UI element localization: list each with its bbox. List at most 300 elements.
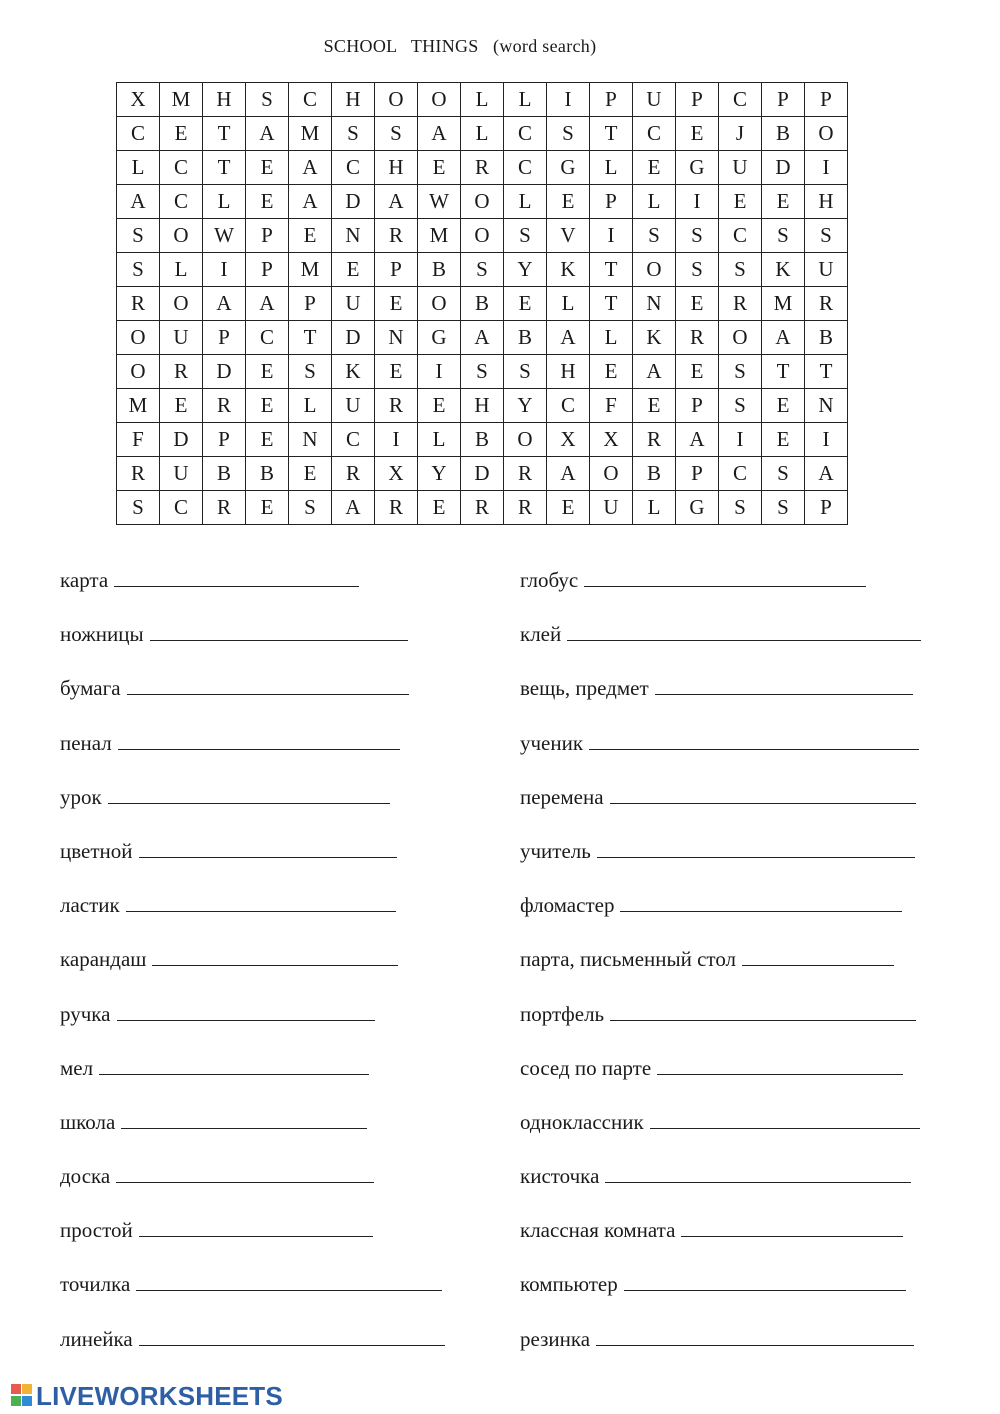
grid-cell[interactable]: D <box>762 151 805 185</box>
left-vocab-row <box>60 1215 445 1269</box>
grid-cell[interactable]: S <box>117 219 160 253</box>
grid-cell[interactable]: C <box>246 321 289 355</box>
answer-blank[interactable] <box>114 566 359 587</box>
grid-cell[interactable]: S <box>719 355 762 389</box>
grid-cell[interactable]: O <box>805 117 848 151</box>
russian-word: ножницы <box>60 622 144 647</box>
grid-cell[interactable]: Y <box>504 253 547 287</box>
grid-cell[interactable]: R <box>160 355 203 389</box>
grid-row <box>117 287 848 321</box>
grid-cell[interactable]: E <box>289 457 332 491</box>
grid-cell[interactable]: E <box>762 185 805 219</box>
left-vocab-row <box>60 1053 445 1107</box>
grid-row <box>117 457 848 491</box>
answer-blank[interactable] <box>657 1054 903 1075</box>
grid-row <box>117 151 848 185</box>
grid-cell[interactable]: R <box>676 321 719 355</box>
grid-cell[interactable]: E <box>418 389 461 423</box>
answer-blank[interactable] <box>152 945 398 966</box>
russian-word: сосед по парте <box>520 1055 652 1080</box>
grid-cell[interactable]: D <box>203 355 246 389</box>
answer-blank[interactable] <box>596 1325 914 1346</box>
grid-cell[interactable]: L <box>504 185 547 219</box>
grid-cell[interactable]: H <box>203 83 246 117</box>
grid-cell[interactable]: N <box>375 321 418 355</box>
grid-cell[interactable]: N <box>332 219 375 253</box>
grid-cell[interactable]: O <box>633 253 676 287</box>
grid-cell[interactable]: S <box>762 219 805 253</box>
grid-cell[interactable]: T <box>762 355 805 389</box>
grid-cell[interactable]: P <box>676 83 719 117</box>
grid-cell[interactable]: M <box>289 117 332 151</box>
answer-blank[interactable] <box>567 620 921 641</box>
grid-cell[interactable]: E <box>676 287 719 321</box>
grid-cell[interactable]: M <box>418 219 461 253</box>
grid-cell[interactable]: P <box>375 253 418 287</box>
grid-cell[interactable]: M <box>289 253 332 287</box>
grid-cell[interactable]: N <box>633 287 676 321</box>
grid-cell[interactable]: O <box>719 321 762 355</box>
answer-blank[interactable] <box>121 1108 367 1129</box>
right-vocab-row <box>520 782 921 836</box>
grid-cell[interactable]: C <box>719 219 762 253</box>
grid-cell[interactable]: G <box>547 151 590 185</box>
grid-cell[interactable]: C <box>719 83 762 117</box>
grid-cell[interactable]: E <box>332 253 375 287</box>
grid-row <box>117 83 848 117</box>
grid-cell[interactable]: T <box>590 117 633 151</box>
grid-cell[interactable]: R <box>461 151 504 185</box>
grid-cell[interactable]: U <box>805 253 848 287</box>
grid-cell[interactable]: S <box>633 219 676 253</box>
right-vocab-row <box>520 728 921 782</box>
grid-cell[interactable]: T <box>590 287 633 321</box>
grid-cell[interactable]: B <box>805 321 848 355</box>
grid-cell[interactable]: L <box>547 287 590 321</box>
grid-cell[interactable]: S <box>547 117 590 151</box>
grid-cell[interactable]: P <box>805 83 848 117</box>
grid-cell[interactable]: K <box>633 321 676 355</box>
grid-cell[interactable]: E <box>762 423 805 457</box>
grid-cell[interactable]: N <box>805 389 848 423</box>
grid-cell[interactable]: E <box>719 185 762 219</box>
grid-row <box>117 423 848 457</box>
grid-cell[interactable]: C <box>160 491 203 525</box>
russian-word: пенал <box>60 730 112 755</box>
grid-cell[interactable]: B <box>418 253 461 287</box>
grid-cell[interactable]: R <box>203 389 246 423</box>
grid-cell[interactable]: A <box>332 491 375 525</box>
right-vocab-row <box>520 565 921 619</box>
grid-cell[interactable]: S <box>719 253 762 287</box>
grid-cell[interactable]: A <box>547 457 590 491</box>
russian-word: парта, письменный стол <box>520 947 737 972</box>
grid-cell[interactable]: B <box>504 321 547 355</box>
grid-cell[interactable]: A <box>633 355 676 389</box>
grid-cell[interactable]: I <box>719 423 762 457</box>
grid-cell[interactable]: O <box>117 355 160 389</box>
grid-cell[interactable]: M <box>762 287 805 321</box>
grid-row <box>117 185 848 219</box>
grid-cell[interactable]: Y <box>504 389 547 423</box>
grid-cell[interactable]: E <box>246 423 289 457</box>
grid-cell[interactable]: A <box>246 117 289 151</box>
grid-cell[interactable]: P <box>762 83 805 117</box>
brand-name: LIVEWORKSHEETS <box>36 1380 283 1411</box>
grid-cell[interactable]: C <box>332 151 375 185</box>
grid-cell[interactable]: E <box>289 219 332 253</box>
grid-cell[interactable]: O <box>418 287 461 321</box>
left-vocab-row <box>60 728 445 782</box>
grid-cell[interactable]: A <box>547 321 590 355</box>
grid-cell[interactable]: A <box>203 287 246 321</box>
grid-cell[interactable]: W <box>418 185 461 219</box>
grid-cell[interactable]: H <box>805 185 848 219</box>
grid-cell[interactable]: B <box>461 423 504 457</box>
grid-cell[interactable]: C <box>160 185 203 219</box>
grid-row <box>117 355 848 389</box>
grid-cell[interactable]: D <box>160 423 203 457</box>
russian-word: цветной <box>60 838 133 863</box>
grid-cell[interactable]: P <box>676 457 719 491</box>
grid-cell[interactable]: S <box>719 491 762 525</box>
left-vocab-row <box>60 890 445 944</box>
grid-cell[interactable]: S <box>762 491 805 525</box>
grid-cell[interactable]: U <box>590 491 633 525</box>
grid-cell[interactable]: E <box>246 185 289 219</box>
grid-cell[interactable]: E <box>762 389 805 423</box>
grid-cell[interactable]: P <box>590 185 633 219</box>
answer-blank[interactable] <box>116 1162 374 1183</box>
grid-cell[interactable]: E <box>418 151 461 185</box>
answer-blank[interactable] <box>584 566 866 587</box>
grid-cell[interactable]: L <box>418 423 461 457</box>
answer-blank[interactable] <box>605 1162 911 1183</box>
grid-cell[interactable]: D <box>332 321 375 355</box>
grid-cell[interactable]: C <box>332 423 375 457</box>
grid-cell[interactable]: R <box>805 287 848 321</box>
grid-cell[interactable]: C <box>633 117 676 151</box>
grid-cell[interactable]: L <box>590 321 633 355</box>
grid-cell[interactable]: P <box>289 287 332 321</box>
grid-cell[interactable]: H <box>375 151 418 185</box>
grid-cell[interactable]: E <box>246 491 289 525</box>
answer-blank[interactable] <box>655 674 913 695</box>
grid-cell[interactable]: E <box>633 151 676 185</box>
grid-cell[interactable]: C <box>289 83 332 117</box>
russian-word: простой <box>60 1218 133 1243</box>
grid-cell[interactable]: I <box>375 423 418 457</box>
grid-cell[interactable]: I <box>676 185 719 219</box>
grid-cell[interactable]: L <box>289 389 332 423</box>
grid-cell[interactable]: L <box>633 491 676 525</box>
answer-blank[interactable] <box>650 1108 920 1129</box>
russian-word: ученик <box>520 730 584 755</box>
grid-cell[interactable]: U <box>160 321 203 355</box>
russian-word: перемена <box>520 784 604 809</box>
word-search-grid <box>116 82 848 525</box>
grid-cell[interactable]: R <box>117 457 160 491</box>
grid-cell[interactable]: G <box>676 491 719 525</box>
grid-cell[interactable]: A <box>676 423 719 457</box>
grid-cell[interactable]: E <box>375 355 418 389</box>
right-vocab-row <box>520 1161 921 1215</box>
answer-blank[interactable] <box>127 674 409 695</box>
grid-cell[interactable]: C <box>547 389 590 423</box>
grid-cell[interactable]: A <box>762 321 805 355</box>
grid-row <box>117 117 848 151</box>
grid-cell[interactable]: B <box>762 117 805 151</box>
grid-cell[interactable]: S <box>676 253 719 287</box>
grid-cell[interactable]: X <box>375 457 418 491</box>
grid-cell[interactable]: O <box>504 423 547 457</box>
grid-cell[interactable]: O <box>461 219 504 253</box>
answer-blank[interactable] <box>126 891 396 912</box>
grid-cell[interactable]: L <box>203 185 246 219</box>
grid-cell[interactable]: P <box>805 491 848 525</box>
grid-cell[interactable]: S <box>805 219 848 253</box>
grid-cell[interactable]: S <box>504 355 547 389</box>
grid-cell[interactable]: V <box>547 219 590 253</box>
grid-cell[interactable]: S <box>375 117 418 151</box>
answer-blank[interactable] <box>620 891 902 912</box>
grid-cell[interactable]: L <box>461 83 504 117</box>
answer-blank[interactable] <box>117 1000 375 1021</box>
grid-cell[interactable]: X <box>547 423 590 457</box>
grid-cell[interactable]: N <box>289 423 332 457</box>
grid-cell[interactable]: L <box>633 185 676 219</box>
grid-cell[interactable]: O <box>160 219 203 253</box>
grid-cell[interactable]: K <box>332 355 375 389</box>
grid-cell[interactable]: E <box>246 389 289 423</box>
answer-blank[interactable] <box>118 729 400 750</box>
grid-cell[interactable]: U <box>332 389 375 423</box>
left-vocab-row <box>60 1107 445 1161</box>
grid-cell[interactable]: T <box>590 253 633 287</box>
left-vocab-row <box>60 1161 445 1215</box>
answer-blank[interactable] <box>597 837 915 858</box>
grid-cell[interactable]: I <box>203 253 246 287</box>
grid-cell[interactable]: O <box>590 457 633 491</box>
grid-cell[interactable]: R <box>375 389 418 423</box>
russian-word: бумага <box>60 676 121 701</box>
grid-cell[interactable]: S <box>289 491 332 525</box>
grid-cell[interactable]: E <box>633 389 676 423</box>
grid-cell[interactable]: A <box>289 185 332 219</box>
russian-word: классная комната <box>520 1218 676 1243</box>
grid-cell[interactable]: E <box>590 355 633 389</box>
grid-cell[interactable]: L <box>117 151 160 185</box>
grid-cell[interactable]: E <box>246 151 289 185</box>
grid-cell[interactable]: B <box>246 457 289 491</box>
grid-cell[interactable]: O <box>461 185 504 219</box>
grid-cell[interactable]: T <box>289 321 332 355</box>
russian-word: клей <box>520 622 562 647</box>
grid-cell[interactable]: U <box>719 151 762 185</box>
grid-cell[interactable]: R <box>461 491 504 525</box>
answer-blank[interactable] <box>742 945 894 966</box>
grid-cell[interactable]: O <box>117 321 160 355</box>
grid-cell[interactable]: B <box>633 457 676 491</box>
grid-cell[interactable]: S <box>461 253 504 287</box>
grid-cell[interactable]: R <box>633 423 676 457</box>
grid-cell[interactable]: A <box>805 457 848 491</box>
left-vocab-row <box>60 1324 445 1378</box>
grid-cell[interactable]: R <box>203 491 246 525</box>
grid-cell[interactable]: W <box>203 219 246 253</box>
grid-cell[interactable]: S <box>117 491 160 525</box>
answer-blank[interactable] <box>681 1216 903 1237</box>
grid-cell[interactable]: K <box>762 253 805 287</box>
grid-cell[interactable]: F <box>117 423 160 457</box>
grid-row <box>117 491 848 525</box>
grid-cell[interactable]: R <box>117 287 160 321</box>
grid-cell[interactable]: C <box>504 117 547 151</box>
grid-cell[interactable]: D <box>461 457 504 491</box>
grid-cell[interactable]: S <box>332 117 375 151</box>
grid-cell[interactable]: H <box>332 83 375 117</box>
right-vocab-row <box>520 1215 921 1269</box>
grid-cell[interactable]: C <box>160 151 203 185</box>
grid-cell[interactable]: R <box>375 219 418 253</box>
grid-cell[interactable]: E <box>676 117 719 151</box>
grid-cell[interactable]: U <box>332 287 375 321</box>
grid-cell[interactable]: T <box>203 151 246 185</box>
grid-cell[interactable]: S <box>289 355 332 389</box>
grid-cell[interactable]: G <box>676 151 719 185</box>
answer-blank[interactable] <box>150 620 408 641</box>
grid-cell[interactable]: R <box>332 457 375 491</box>
grid-cell[interactable]: L <box>160 253 203 287</box>
grid-cell[interactable]: I <box>805 423 848 457</box>
grid-cell[interactable]: R <box>719 287 762 321</box>
grid-cell[interactable]: P <box>203 423 246 457</box>
grid-cell[interactable]: R <box>375 491 418 525</box>
grid-cell[interactable]: E <box>375 287 418 321</box>
grid-cell[interactable]: X <box>117 83 160 117</box>
grid-cell[interactable]: S <box>719 389 762 423</box>
grid-cell[interactable]: D <box>332 185 375 219</box>
grid-cell[interactable]: P <box>590 83 633 117</box>
right-vocab-row <box>520 673 921 727</box>
grid-cell[interactable]: E <box>547 185 590 219</box>
grid-cell[interactable]: X <box>590 423 633 457</box>
grid-cell[interactable]: E <box>676 355 719 389</box>
right-vocab-row <box>520 1107 921 1161</box>
grid-cell[interactable]: T <box>203 117 246 151</box>
grid-cell[interactable]: A <box>418 117 461 151</box>
answer-blank[interactable] <box>139 1216 373 1237</box>
grid-cell[interactable]: A <box>375 185 418 219</box>
grid-cell[interactable]: S <box>246 83 289 117</box>
grid-cell[interactable]: I <box>590 219 633 253</box>
answer-blank[interactable] <box>589 729 919 750</box>
grid-cell[interactable]: C <box>117 117 160 151</box>
russian-word: вещь, предмет <box>520 676 649 701</box>
grid-cell[interactable]: M <box>160 83 203 117</box>
grid-cell[interactable]: B <box>203 457 246 491</box>
grid-cell[interactable]: U <box>160 457 203 491</box>
grid-cell[interactable]: S <box>762 457 805 491</box>
grid-cell[interactable]: O <box>160 287 203 321</box>
left-vocabulary-column <box>60 565 445 1378</box>
grid-cell[interactable]: I <box>547 83 590 117</box>
grid-cell[interactable]: P <box>246 253 289 287</box>
grid-cell[interactable]: M <box>117 389 160 423</box>
grid-cell[interactable]: G <box>418 321 461 355</box>
grid-cell[interactable]: A <box>117 185 160 219</box>
grid-cell[interactable]: E <box>547 491 590 525</box>
right-vocab-row <box>520 1053 921 1107</box>
answer-blank[interactable] <box>610 783 916 804</box>
russian-word: кисточка <box>520 1164 600 1189</box>
grid-cell[interactable]: P <box>246 219 289 253</box>
answer-blank[interactable] <box>139 837 397 858</box>
grid-cell[interactable]: A <box>289 151 332 185</box>
worksheet-title: SCHOOL THINGS (word search) <box>323 36 597 56</box>
left-vocab-row <box>60 1269 445 1323</box>
grid-cell[interactable]: H <box>547 355 590 389</box>
grid-cell[interactable]: H <box>461 389 504 423</box>
answer-blank[interactable] <box>624 1270 906 1291</box>
grid-cell[interactable]: K <box>547 253 590 287</box>
grid-cell[interactable]: R <box>504 457 547 491</box>
grid-cell[interactable]: L <box>504 83 547 117</box>
grid-cell[interactable]: P <box>203 321 246 355</box>
russian-word: урок <box>60 784 102 809</box>
grid-cell[interactable]: F <box>590 389 633 423</box>
grid-cell[interactable]: O <box>418 83 461 117</box>
answer-blank[interactable] <box>99 1054 369 1075</box>
grid-cell[interactable]: I <box>418 355 461 389</box>
answer-blank[interactable] <box>136 1270 442 1291</box>
grid-row <box>117 253 848 287</box>
grid-cell[interactable]: L <box>461 117 504 151</box>
grid-cell[interactable]: P <box>676 389 719 423</box>
answer-blank[interactable] <box>139 1325 445 1346</box>
grid-cell[interactable]: A <box>461 321 504 355</box>
grid-cell[interactable]: C <box>504 151 547 185</box>
russian-word: школа <box>60 1109 116 1134</box>
grid-cell[interactable]: S <box>676 219 719 253</box>
grid-cell[interactable]: E <box>160 117 203 151</box>
grid-cell[interactable]: O <box>375 83 418 117</box>
grid-cell[interactable]: R <box>504 491 547 525</box>
grid-cell[interactable]: E <box>504 287 547 321</box>
grid-cell[interactable]: C <box>719 457 762 491</box>
grid-cell[interactable]: E <box>246 355 289 389</box>
grid-cell[interactable]: A <box>246 287 289 321</box>
right-vocab-row <box>520 1324 921 1378</box>
russian-word: карандаш <box>60 947 147 972</box>
right-vocab-row <box>520 999 921 1053</box>
grid-cell[interactable]: Y <box>418 457 461 491</box>
grid-cell[interactable]: E <box>160 389 203 423</box>
grid-cell[interactable]: B <box>461 287 504 321</box>
answer-blank[interactable] <box>610 1000 916 1021</box>
grid-cell[interactable]: S <box>504 219 547 253</box>
grid-cell[interactable]: S <box>461 355 504 389</box>
grid-cell[interactable]: S <box>117 253 160 287</box>
russian-word: учитель <box>520 838 591 863</box>
grid-cell[interactable]: E <box>418 491 461 525</box>
grid-cell[interactable]: L <box>590 151 633 185</box>
answer-blank[interactable] <box>108 783 390 804</box>
grid-cell[interactable]: I <box>805 151 848 185</box>
grid-cell[interactable]: J <box>719 117 762 151</box>
grid-cell[interactable]: U <box>633 83 676 117</box>
grid-cell[interactable]: T <box>805 355 848 389</box>
